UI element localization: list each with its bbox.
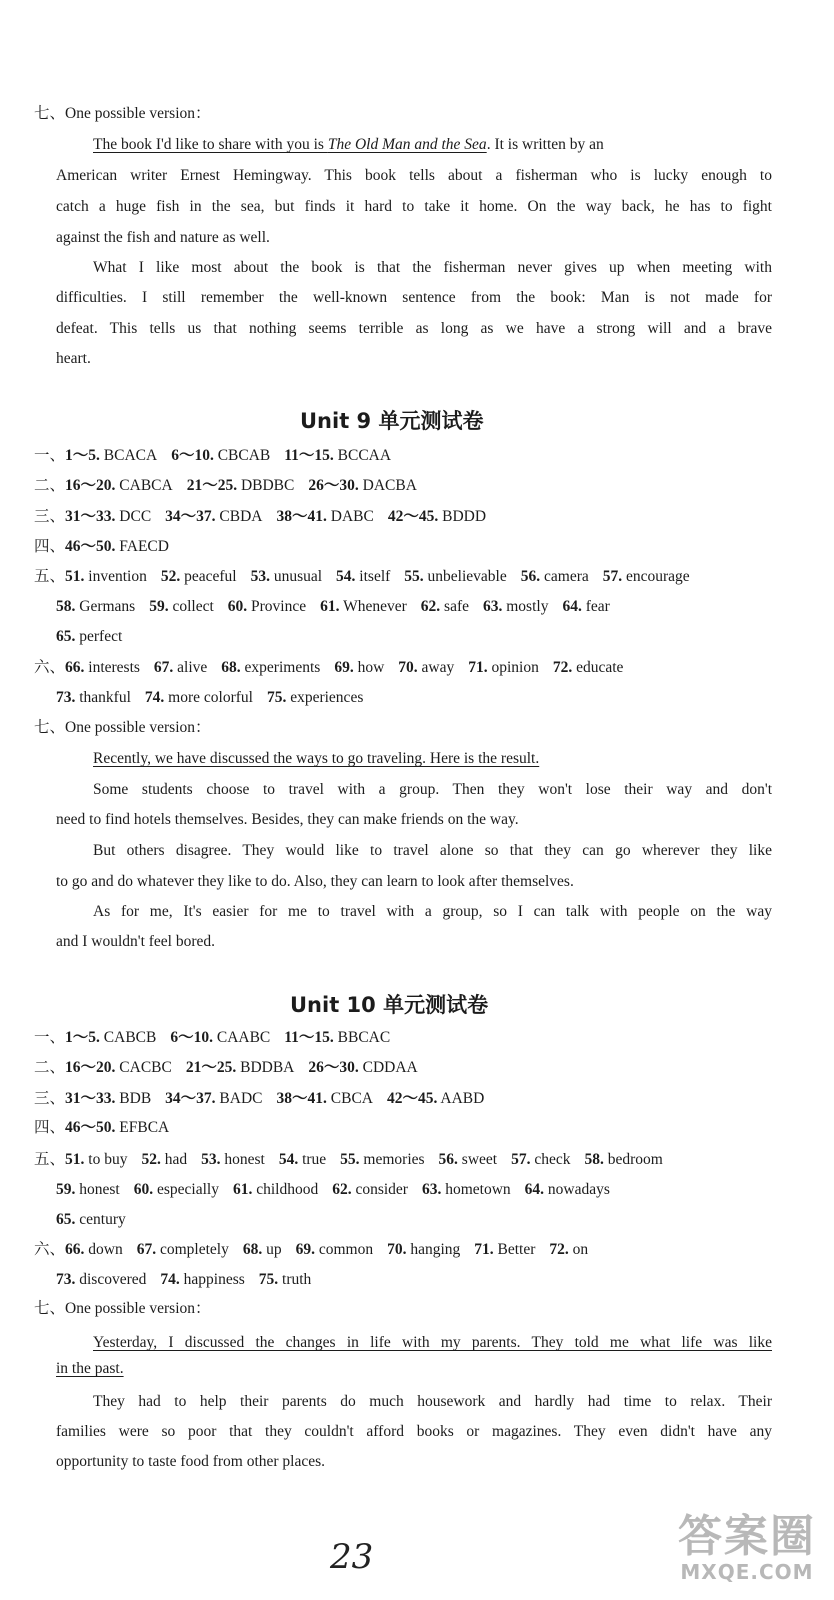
section-number: 五、 <box>34 568 66 585</box>
answer-text: consider <box>355 1181 408 1198</box>
answer-text: unusual <box>273 568 323 585</box>
answer-row <box>34 1150 677 1170</box>
answer-item <box>134 1181 219 1198</box>
question-number: 63. <box>483 598 503 615</box>
answer-text: fear <box>585 598 610 615</box>
answer-text: Better <box>497 1241 536 1258</box>
answer-text: BADC <box>219 1090 263 1107</box>
question-number: 6～10. <box>171 447 214 464</box>
answer-text: mostly <box>506 598 549 615</box>
answer-text: up <box>266 1241 282 1258</box>
answer-text: away <box>421 659 455 676</box>
answer-text: Province <box>251 598 307 615</box>
answer-item <box>468 659 539 676</box>
question-number: 52. <box>141 1151 161 1168</box>
answer-item <box>141 1151 187 1168</box>
question-number: 31～33. <box>65 1090 116 1107</box>
answer-text: safe <box>444 598 469 615</box>
question-number: 38～41. <box>276 1090 327 1107</box>
essay-line: defeat. This tells us that nothing seems terrible as long as we have a strong will and a brave <box>56 320 772 337</box>
section-number: 二、 <box>34 1059 66 1076</box>
question-number: 69. <box>295 1241 315 1258</box>
answer-item <box>171 447 270 464</box>
question-number: 75. <box>266 689 287 706</box>
question-number: 46～50. <box>65 538 116 555</box>
answer-row <box>34 1089 498 1109</box>
question-number: 51. <box>65 568 85 585</box>
question-number: 46～50. <box>65 1119 116 1136</box>
watermark-logo <box>678 1511 816 1584</box>
answer-text: nowadays <box>547 1181 610 1198</box>
answer-item <box>340 1151 424 1168</box>
answer-text: itself <box>359 568 391 585</box>
answer-row <box>56 1270 325 1290</box>
answer-item <box>65 1029 156 1046</box>
answer-item <box>56 598 135 615</box>
question-number: 56. <box>520 568 541 585</box>
answer-text: sweet <box>461 1151 498 1168</box>
question-number: 70. <box>387 1241 407 1258</box>
answer-item <box>267 689 363 706</box>
question-number: 64. <box>562 598 582 615</box>
answer-text: AABD <box>440 1090 485 1107</box>
question-number: 34～37. <box>165 1090 216 1107</box>
question-number: 53. <box>250 568 270 585</box>
answer-item <box>154 659 207 676</box>
question-number: 11～15. <box>284 1029 334 1046</box>
answer-item <box>56 1211 126 1228</box>
answer-text: CACBC <box>119 1059 172 1076</box>
answer-item <box>243 1241 282 1258</box>
answer-item <box>483 598 548 615</box>
answer-item <box>65 1151 127 1168</box>
section-number: 三、 <box>34 508 66 525</box>
answer-row <box>34 537 183 557</box>
answer-item <box>56 628 122 645</box>
question-number: 73. <box>56 689 76 706</box>
question-number: 72. <box>552 659 573 676</box>
answer-item <box>65 477 173 494</box>
section-label: 七、One possible version： <box>34 1300 211 1317</box>
answer-item <box>65 659 140 676</box>
essay-line: need to find hotels themselves. Besides, they can make friends on the way. <box>56 811 519 828</box>
answer-item <box>221 659 320 676</box>
essay-line: They had to help their parents do much housework and hardly had time to relax. Their <box>93 1393 772 1410</box>
answer-text: interests <box>88 659 140 676</box>
answer-item <box>334 659 384 676</box>
answer-row <box>34 1240 602 1260</box>
answer-item <box>439 1151 498 1168</box>
question-number: 56. <box>438 1151 458 1168</box>
essay-line: heart. <box>56 350 91 367</box>
answer-text: CBCAB <box>217 447 271 464</box>
question-number: 11～15. <box>284 447 334 464</box>
answer-text: bedroom <box>607 1151 663 1168</box>
answer-text: opinion <box>491 659 539 676</box>
question-number: 53. <box>201 1151 221 1168</box>
essay-line: As for me, It's easier for me to travel with a group, so I can talk with people on the way <box>93 903 772 920</box>
question-number: 71. <box>468 659 488 676</box>
answer-text: BDB <box>119 1090 152 1107</box>
answer-text: perfect <box>79 628 123 645</box>
essay-line: The book I'd like to share with you is The Old Man and the Sea. It is written by an <box>93 136 604 153</box>
answer-text: peaceful <box>184 568 237 585</box>
section-number: 三、 <box>34 1090 66 1107</box>
question-number: 51. <box>65 1151 85 1168</box>
question-number: 72. <box>549 1241 569 1258</box>
answer-text: century <box>79 1211 126 1228</box>
question-number: 61. <box>320 598 340 615</box>
answer-text: DBDBC <box>240 477 295 494</box>
section-number: 二、 <box>34 477 66 494</box>
question-number: 67. <box>153 659 174 676</box>
answer-row <box>56 1210 140 1230</box>
answer-item <box>56 689 131 706</box>
answer-text: CABCB <box>103 1029 157 1046</box>
answer-text: common <box>318 1241 374 1258</box>
question-number: 54. <box>336 568 356 585</box>
question-number: 16～20. <box>65 1059 116 1076</box>
answer-text: encourage <box>626 568 690 585</box>
essay-line: American writer Ernest Hemingway. This book tells about a fisherman who is lucky enough to <box>56 167 772 184</box>
question-number: 70. <box>398 659 418 676</box>
question-number: 26～30. <box>308 1059 359 1076</box>
question-number: 55. <box>404 568 424 585</box>
answer-text: honest <box>79 1181 120 1198</box>
answer-text: happiness <box>183 1271 245 1288</box>
question-number: 68. <box>221 659 241 676</box>
answer-item <box>160 1271 244 1288</box>
answer-item <box>549 1241 588 1258</box>
question-number: 61. <box>232 1181 253 1198</box>
question-number: 38～41. <box>276 508 327 525</box>
question-number: 65. <box>56 1211 76 1228</box>
question-number: 71. <box>474 1241 494 1258</box>
answer-item <box>387 1090 484 1107</box>
answer-item <box>56 1271 146 1288</box>
section-number: 一、 <box>34 1029 66 1046</box>
question-number: 42～45. <box>387 508 439 525</box>
answer-item <box>259 1271 312 1288</box>
question-number: 66. <box>65 1241 85 1258</box>
section-number: 六、 <box>34 659 66 676</box>
question-number: 57. <box>511 1151 531 1168</box>
answer-item <box>165 1090 262 1107</box>
essay-underlined-text: Recently, we have discussed the ways to go traveling. Here is the result. <box>93 750 540 767</box>
answer-row <box>56 627 136 647</box>
question-number: 21～25. <box>186 477 238 494</box>
essay-line: What I like most about the book is that the fisherman never gives up when meeting with <box>93 259 772 276</box>
answer-text: hometown <box>445 1181 511 1198</box>
answer-text: truth <box>282 1271 312 1288</box>
answer-text: BDDBA <box>240 1059 295 1076</box>
answer-item <box>187 477 295 494</box>
answer-item <box>137 1241 229 1258</box>
answer-text: on <box>572 1241 589 1258</box>
answer-row <box>34 658 637 678</box>
answer-item <box>421 598 469 615</box>
essay-line: families were so poor that they couldn't afford books or magazines. They even didn't have any <box>56 1423 772 1440</box>
answer-item <box>201 1151 265 1168</box>
question-number: 62. <box>332 1181 352 1198</box>
answer-item <box>284 1029 390 1046</box>
question-number: 6～10. <box>170 1029 213 1046</box>
watermark-url: MXQE.COM <box>680 1560 814 1584</box>
answer-item <box>233 1181 318 1198</box>
question-number: 63. <box>421 1181 442 1198</box>
answer-text: CDDAA <box>362 1059 418 1076</box>
answer-text: how <box>357 659 385 676</box>
answer-text: camera <box>544 568 589 585</box>
question-number: 74. <box>144 689 165 706</box>
answer-item <box>161 568 237 585</box>
answer-text: CBDA <box>219 508 263 525</box>
answer-row <box>34 507 500 527</box>
answer-text: BCCAA <box>337 447 392 464</box>
answer-text: EFBCA <box>119 1119 170 1136</box>
answer-text: discovered <box>79 1271 147 1288</box>
answer-row <box>34 1118 183 1138</box>
answer-item <box>525 1181 610 1198</box>
answer-text: invention <box>88 568 147 585</box>
answer-text: more colorful <box>168 689 253 706</box>
watermark-logo-text: 答案圈 <box>678 1511 816 1562</box>
section-number: 四、 <box>34 538 66 555</box>
question-number: 60. <box>227 598 248 615</box>
answer-item <box>56 1181 120 1198</box>
answer-item <box>65 568 147 585</box>
question-number: 26～30. <box>308 477 359 494</box>
question-number: 75. <box>258 1271 279 1288</box>
unit-title: Unit 9 单元测试卷 <box>300 409 484 433</box>
answer-text: CBCA <box>330 1090 373 1107</box>
answer-text: CABCA <box>119 477 173 494</box>
essay-line: opportunity to taste food from other places. <box>56 1453 326 1470</box>
page-number: 23 <box>330 1537 374 1577</box>
answer-text: honest <box>224 1151 265 1168</box>
question-number: 65. <box>56 628 76 645</box>
answer-item <box>332 1181 408 1198</box>
section-number: 一、 <box>34 447 66 464</box>
answer-item <box>387 1241 460 1258</box>
answer-text: Whenever <box>343 598 407 615</box>
question-number: 54. <box>278 1151 299 1168</box>
answer-text: thankful <box>79 689 131 706</box>
answer-item <box>422 1181 511 1198</box>
answer-text: DACBA <box>362 477 417 494</box>
answer-text: to buy <box>88 1151 128 1168</box>
answer-item <box>149 598 214 615</box>
answer-item <box>277 508 374 525</box>
answer-item <box>398 659 454 676</box>
question-number: 58. <box>584 1151 604 1168</box>
question-number: 57. <box>602 568 623 585</box>
question-number: 31～33. <box>65 508 116 525</box>
answer-item <box>65 1090 151 1107</box>
question-number: 52. <box>160 568 181 585</box>
essay-underlined-text: Yesterday, I discussed the changes in life with my parents. They told me what life was like <box>93 1334 772 1351</box>
answer-text: down <box>88 1241 123 1258</box>
answer-row <box>34 567 704 587</box>
answer-text: memories <box>363 1151 425 1168</box>
question-number: 1～5. <box>65 447 100 464</box>
answer-item <box>165 508 262 525</box>
answer-text: Germans <box>79 598 136 615</box>
answer-text: completely <box>159 1241 229 1258</box>
answer-row <box>56 597 624 617</box>
section-label: 七、One possible version： <box>34 719 211 736</box>
answer-item <box>296 1241 374 1258</box>
essay-underlined-text: in the past. <box>56 1360 124 1377</box>
question-number: 66. <box>65 659 85 676</box>
essay-line: difficulties. I still remember the well-known sentence from the book: Man is not made for <box>56 289 772 306</box>
answer-text: BDDD <box>442 508 487 525</box>
answer-text: check <box>534 1151 571 1168</box>
answer-item <box>603 568 690 585</box>
answer-text: collect <box>172 598 214 615</box>
answer-row <box>34 1058 432 1078</box>
answer-item <box>584 1151 662 1168</box>
question-number: 55. <box>340 1151 360 1168</box>
question-number: 58. <box>56 598 76 615</box>
question-number: 68. <box>242 1241 263 1258</box>
question-number: 34～37. <box>165 508 216 525</box>
question-number: 62. <box>420 598 441 615</box>
question-number: 16～20. <box>65 477 116 494</box>
answer-text: BBCAC <box>337 1029 391 1046</box>
answer-item <box>65 508 151 525</box>
answer-item <box>228 598 306 615</box>
answer-text: had <box>164 1151 188 1168</box>
answer-item <box>65 447 157 464</box>
answer-item <box>170 1029 270 1046</box>
answer-text: experiences <box>290 689 364 706</box>
answer-text: unbelievable <box>427 568 507 585</box>
section-number: 四、 <box>34 1119 66 1136</box>
answer-text: BCACA <box>103 447 158 464</box>
answer-item <box>65 538 169 555</box>
answer-item <box>474 1241 535 1258</box>
answer-item <box>277 1090 373 1107</box>
answer-text: true <box>302 1151 327 1168</box>
answer-item <box>562 598 609 615</box>
answer-text: educate <box>576 659 624 676</box>
answer-item <box>279 1151 326 1168</box>
question-number: 21～25. <box>185 1059 237 1076</box>
answer-text: CAABC <box>216 1029 271 1046</box>
answer-row <box>34 476 431 496</box>
section-number: 六、 <box>34 1241 66 1258</box>
answer-item <box>521 568 589 585</box>
answer-item <box>388 508 486 525</box>
answer-row <box>34 1028 404 1048</box>
question-number: 59. <box>56 1181 76 1198</box>
answer-text: especially <box>156 1181 219 1198</box>
answer-item <box>65 1059 172 1076</box>
answer-item <box>284 447 391 464</box>
unit-title: Unit 10 单元测试卷 <box>290 993 489 1017</box>
answer-text: DABC <box>330 508 374 525</box>
answer-text: alive <box>177 659 208 676</box>
section-number: 五、 <box>34 1151 66 1168</box>
answer-item <box>320 598 407 615</box>
answer-row <box>34 446 405 466</box>
answer-item <box>511 1151 570 1168</box>
answer-item <box>308 477 417 494</box>
answer-item <box>404 568 506 585</box>
essay-line: and I wouldn't feel bored. <box>56 933 216 950</box>
answer-item <box>65 1241 123 1258</box>
answer-text: childhood <box>256 1181 319 1198</box>
answer-row <box>56 688 377 708</box>
answer-item <box>186 1059 295 1076</box>
question-number: 60. <box>133 1181 154 1198</box>
answer-text: FAECD <box>119 538 169 555</box>
question-number: 1～5. <box>65 1029 100 1046</box>
answer-text: experiments <box>244 659 321 676</box>
question-number: 64. <box>524 1181 545 1198</box>
answer-text: hanging <box>410 1241 461 1258</box>
question-number: 67. <box>136 1241 157 1258</box>
essay-line: catch a huge fish in the sea, but finds it hard to take it home. On the way back, he has to fight <box>56 198 772 215</box>
answer-item <box>308 1059 417 1076</box>
answer-row <box>56 1180 624 1200</box>
essay-underlined-text: The book I'd like to share with you is The Old Man and the Sea <box>93 136 487 153</box>
answer-item <box>251 568 322 585</box>
answer-text: DCC <box>119 508 152 525</box>
question-number: 42～45. <box>386 1090 438 1107</box>
essay-line: But others disagree. They would like to travel alone so that they can go wherever they like <box>93 842 772 859</box>
question-number: 73. <box>56 1271 76 1288</box>
question-number: 69. <box>334 659 354 676</box>
answer-item <box>65 1119 169 1136</box>
question-number: 74. <box>160 1271 180 1288</box>
essay-line: to go and do whatever they like to do. Also, they can learn to look after themselves. <box>56 873 574 890</box>
answer-item <box>336 568 390 585</box>
answer-item <box>553 659 624 676</box>
question-number: 59. <box>149 598 169 615</box>
essay-line: against the fish and nature as well. <box>56 229 270 246</box>
answer-item <box>145 689 253 706</box>
section-label: 七、One possible version： <box>34 105 211 122</box>
essay-line: Some students choose to travel with a group. Then they won't lose their way and don't <box>93 781 772 798</box>
